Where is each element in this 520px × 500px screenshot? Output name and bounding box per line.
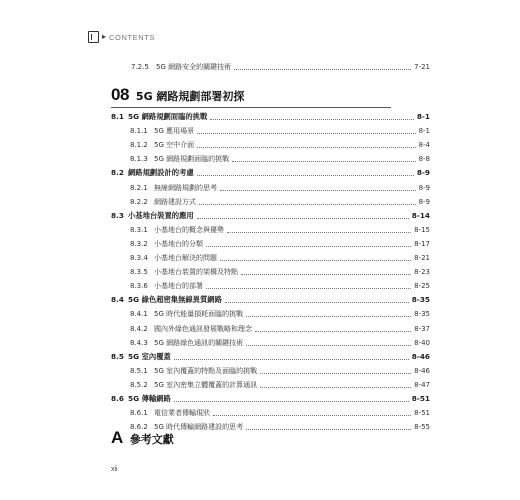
appendix-heading[interactable] — [111, 428, 174, 448]
toc-entry[interactable] — [0, 167, 520, 179]
toc-entry-title: 5G 時代能量損耗面臨的挑戰 — [154, 310, 244, 319]
toc-entry[interactable] — [0, 252, 520, 264]
chapter-rule — [111, 107, 391, 108]
toc-entry-number: 8.1.3 — [130, 155, 148, 164]
toc-entry-page: 8-4 — [418, 141, 430, 150]
dot-leader — [227, 232, 411, 233]
toc-entry-number: 8.3.6 — [130, 282, 148, 291]
toc-entry[interactable] — [0, 210, 520, 222]
toc-entry-title: 小基地台裝置的應用 — [128, 210, 194, 220]
toc-entry[interactable] — [0, 351, 520, 363]
toc-entry-page: 8-55 — [414, 423, 430, 432]
toc-entry-page: 8-37 — [414, 324, 430, 333]
toc-entry-number: 8.6.1 — [130, 409, 148, 418]
toc-entry-page: 8-1 — [416, 112, 430, 121]
toc-entry-number: 8.5.2 — [130, 380, 148, 389]
header-label: CONTENTS — [109, 32, 156, 42]
toc-entry-number: 8.4.2 — [130, 324, 148, 333]
toc-entry-number: 8.3.2 — [130, 239, 148, 248]
toc-entry[interactable] — [0, 421, 520, 433]
toc-entry[interactable] — [0, 125, 520, 137]
toc-entry-title: 5G 網路安全的關鍵技術 — [156, 63, 232, 71]
appendix-title: 參考文獻 — [129, 433, 174, 446]
chapter-title: 5G 網路規劃部署初探 — [135, 90, 245, 103]
toc-entry-number: 8.1.1 — [130, 127, 148, 136]
toc-entry-page: 8-9 — [418, 183, 430, 192]
toc-entry-number: 8.3.4 — [130, 254, 148, 262]
toc-entry-title: 小基地台的概念與優勢 — [154, 225, 224, 234]
toc-entry-number: 8.4.3 — [130, 338, 148, 347]
toc-entry[interactable] — [0, 365, 520, 377]
toc-entry-title: 電信業者傳輸現狀 — [154, 409, 210, 418]
toc-entry-title: 5G 綠色超密集無線異質網路 — [128, 295, 222, 305]
toc-entry-page: 8-40 — [414, 338, 430, 347]
toc-entry-title: 5G 時代傳輸網路建設的思考 — [154, 423, 244, 432]
dot-leader — [220, 190, 416, 191]
toc-entry-page: 7-21 — [414, 63, 430, 71]
toc-entry-title: 網路建設方式 — [154, 197, 196, 206]
toc-entry[interactable] — [0, 266, 520, 278]
toc-entry-page: 8-23 — [414, 268, 430, 277]
toc-entry-number: 8.2.2 — [130, 197, 148, 206]
toc-entry-title: 無線網路規劃的思考 — [154, 183, 217, 192]
dot-leader — [260, 373, 411, 374]
dot-leader — [213, 415, 411, 416]
toc-entry-number: 8.6 — [111, 394, 124, 403]
toc-entry-title: 國內外綠色通訊發展戰略和理念 — [154, 324, 252, 333]
toc-entry-title: 5G 室內覆蓋 — [128, 351, 171, 361]
dot-leader — [232, 161, 416, 162]
dot-leader — [260, 387, 411, 388]
dot-leader — [174, 401, 409, 402]
dot-leader — [255, 331, 411, 332]
toc-entry-title: 5G 空中介面 — [154, 141, 195, 150]
dot-leader — [206, 246, 411, 247]
toc-entry[interactable] — [0, 139, 520, 151]
dot-leader — [197, 133, 416, 134]
toc-entry-title: 小基地台的部署 — [154, 282, 203, 291]
toc-entry-number: 8.3.5 — [130, 268, 148, 277]
toc-entry-number: 8.4 — [111, 295, 124, 305]
toc-entry-title: 5G 網路規劃面臨的挑戰 — [128, 112, 208, 121]
dot-leader — [241, 274, 411, 275]
dot-leader — [246, 429, 411, 430]
toc-entry-page: 8-47 — [414, 380, 430, 389]
toc-entry[interactable] — [0, 153, 520, 165]
toc-entry-page: 8-35 — [411, 295, 430, 305]
toc-entry-number: 8.6.2 — [130, 423, 148, 432]
dot-leader — [225, 302, 409, 303]
toc-entry-number: 8.3 — [111, 210, 124, 220]
toc-entry-title: 小基地台解決的問題 — [154, 254, 217, 262]
toc-entry-number: 8.3.1 — [130, 225, 148, 234]
toc-entry-page: 8-9 — [416, 168, 430, 178]
toc-entry-title: 網路規劃設計的考慮 — [128, 168, 194, 178]
toc-entry-title: 5G 應用場景 — [154, 127, 195, 136]
toc-entry-page: 8-1 — [418, 127, 430, 136]
dot-leader — [174, 359, 409, 360]
toc-entry-page: 8-46 — [414, 366, 430, 375]
toc-entry-page: 8-46 — [411, 351, 430, 361]
toc-entry-7-2-5[interactable] — [0, 61, 520, 73]
dot-leader — [197, 218, 409, 219]
book-icon — [88, 31, 99, 43]
chapter-heading[interactable] — [111, 85, 244, 105]
toc-entry-title: 5G 室內密集立體覆蓋的計算通訊 — [154, 380, 258, 389]
toc-entry[interactable] — [0, 224, 520, 236]
toc-entry[interactable] — [0, 407, 520, 419]
toc-entry[interactable] — [0, 111, 520, 123]
toc-entry-page: 8-35 — [414, 310, 430, 319]
toc-entry[interactable] — [0, 393, 520, 405]
toc-entry-title: 小基地台裝置的架構及特點 — [154, 268, 238, 277]
toc-entry-number: 8.4.1 — [130, 310, 148, 319]
toc-entry-page: 8-14 — [411, 210, 430, 220]
toc-entry-page: 8-51 — [411, 394, 430, 403]
page-number: xii — [111, 466, 118, 473]
toc-entry-title: 小基地台的分類 — [154, 239, 203, 248]
toc-entry-title: 5G 傳輸網路 — [128, 394, 171, 403]
dot-leader — [197, 147, 416, 148]
triangle-right-icon: ▸ — [102, 32, 107, 41]
toc-entry-number: 8.5.1 — [130, 366, 148, 375]
dot-leader — [206, 288, 411, 289]
toc-entry-page: 8-8 — [418, 155, 430, 164]
dot-leader — [246, 345, 411, 346]
contents-header — [88, 30, 155, 44]
toc-entry[interactable] — [0, 294, 520, 306]
toc-entry[interactable] — [0, 238, 520, 250]
toc-entry-page: 8-17 — [414, 239, 430, 248]
toc-entry-title: 5G 室內覆蓋的特點及面臨的挑戰 — [154, 366, 258, 375]
toc-entry-page: 8-51 — [414, 409, 430, 418]
toc-entry[interactable] — [0, 379, 520, 391]
appendix-number: A — [111, 428, 123, 447]
chapter-number: 08 — [111, 85, 129, 104]
toc-entry[interactable] — [0, 280, 520, 292]
toc-entry-number: 8.5 — [111, 351, 124, 361]
dot-leader — [246, 316, 411, 317]
dot-leader — [199, 204, 416, 205]
toc-entry-title: 5G 網路綠色通訊的關鍵技術 — [154, 338, 244, 347]
dot-leader — [234, 69, 411, 70]
toc-entry-number: 7.2.5 — [131, 63, 149, 71]
toc-entry[interactable] — [0, 182, 520, 194]
toc-entry[interactable] — [0, 323, 520, 335]
dot-leader — [220, 260, 411, 261]
toc-entry[interactable] — [0, 196, 520, 208]
toc-entry-number: 8.1 — [111, 112, 124, 121]
toc-entry-page: 8-9 — [418, 197, 430, 206]
dot-leader — [197, 175, 414, 176]
toc-entry-page: 8-21 — [414, 254, 430, 262]
dot-leader — [210, 119, 414, 120]
toc-entry-number: 8.2.1 — [130, 183, 148, 192]
toc-entry-number: 8.2 — [111, 168, 124, 178]
toc-entry[interactable] — [0, 337, 520, 349]
toc-entry-page: 8-15 — [414, 225, 430, 234]
toc-entry[interactable] — [0, 308, 520, 320]
toc-entry-number: 8.1.2 — [130, 141, 148, 150]
toc-entry-title: 5G 網路規劃面臨的挑戰 — [154, 155, 230, 164]
toc-entry-page: 8-25 — [414, 282, 430, 291]
